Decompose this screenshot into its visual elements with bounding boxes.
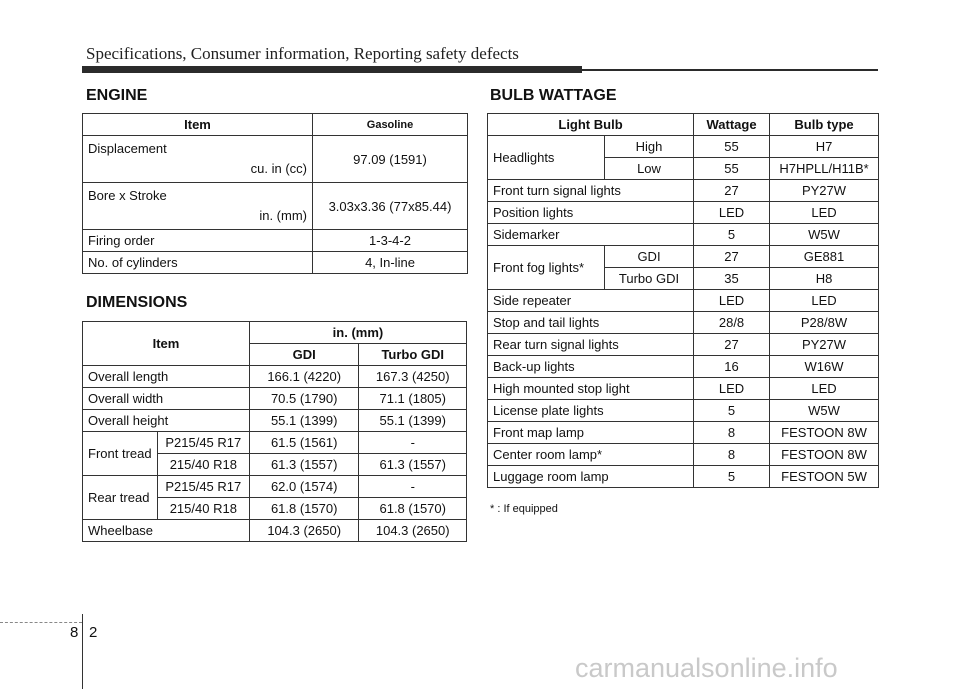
footer-dashed-rule [0, 622, 82, 623]
row-value: 1-3-4-2 [313, 230, 468, 252]
row-label: Bore x Stroke [88, 188, 167, 203]
bulb-type-value: FESTOON 8W [770, 444, 879, 466]
wattage-value: 27 [694, 246, 770, 268]
table-row [488, 334, 879, 356]
column-header-gdi: GDI [249, 344, 359, 366]
row-label: Front map lamp [488, 422, 694, 444]
bulb-section-title: BULB WATTAGE [490, 87, 617, 104]
row-label: Back-up lights [488, 356, 694, 378]
wattage-value: 35 [694, 268, 770, 290]
bulb-type-value: FESTOON 8W [770, 422, 879, 444]
wattage-value: 8 [694, 444, 770, 466]
page-number-chapter: 8 [70, 624, 79, 641]
dimensions-section-title: DIMENSIONS [86, 294, 188, 311]
bulb-type-value: H7HPLL/H11B* [770, 158, 879, 180]
row-value: 4, In-line [313, 252, 468, 274]
wattage-value: LED [694, 202, 770, 224]
table-row [83, 520, 467, 542]
bulb-type-value: H7 [770, 136, 879, 158]
table-row [83, 252, 468, 274]
turbo-value: 61.3 (1557) [359, 454, 467, 476]
column-header-light-bulb: Light Bulb [488, 114, 694, 136]
footnote: * : If equipped [490, 503, 558, 515]
wattage-value: 5 [694, 400, 770, 422]
wattage-value: LED [694, 290, 770, 312]
bulb-type-value: LED [770, 202, 879, 224]
table-row [488, 136, 879, 158]
row-label: Overall height [83, 410, 250, 432]
table-row [83, 366, 467, 388]
tire-size: P215/45 R17 [157, 432, 249, 454]
turbo-value: 71.1 (1805) [359, 388, 467, 410]
bulb-table [487, 113, 879, 488]
row-label: Firing order [83, 230, 313, 252]
gdi-value: 104.3 (2650) [249, 520, 359, 542]
column-header-turbo-gdi: Turbo GDI [359, 344, 467, 366]
sub-label: Low [605, 158, 694, 180]
page-number-page: 2 [89, 624, 98, 641]
bulb-type-value: W5W [770, 400, 879, 422]
column-header-bulb-type: Bulb type [770, 114, 879, 136]
sub-label: High [605, 136, 694, 158]
column-header-wattage: Wattage [694, 114, 770, 136]
table-row [488, 312, 879, 334]
engine-table [82, 113, 468, 274]
bulb-type-value: W16W [770, 356, 879, 378]
gdi-value: 70.5 (1790) [249, 388, 359, 410]
table-row [488, 356, 879, 378]
row-label: Rear tread [83, 476, 158, 520]
row-label: Wheelbase [83, 520, 250, 542]
table-row [83, 230, 468, 252]
row-label: High mounted stop light [488, 378, 694, 400]
turbo-value: 104.3 (2650) [359, 520, 467, 542]
bulb-type-value: PY27W [770, 334, 879, 356]
table-header-row [83, 322, 467, 344]
table-row [488, 444, 879, 466]
table-row [488, 224, 879, 246]
table-row [488, 400, 879, 422]
gdi-value: 166.1 (4220) [249, 366, 359, 388]
column-header-item: Item [83, 322, 250, 366]
gdi-value: 61.5 (1561) [249, 432, 359, 454]
gdi-value: 61.8 (1570) [249, 498, 359, 520]
bulb-type-value: PY27W [770, 180, 879, 202]
wattage-value: 55 [694, 136, 770, 158]
gdi-value: 62.0 (1574) [249, 476, 359, 498]
table-header-row [488, 114, 879, 136]
wattage-value: 8 [694, 422, 770, 444]
row-label: Sidemarker [488, 224, 694, 246]
tire-size: 215/40 R18 [157, 498, 249, 520]
engine-section-title: ENGINE [86, 87, 148, 104]
row-label: Overall length [83, 366, 250, 388]
row-label: Side repeater [488, 290, 694, 312]
tire-size: P215/45 R17 [157, 476, 249, 498]
row-unit: cu. in (cc) [250, 161, 307, 176]
sub-label: Turbo GDI [605, 268, 694, 290]
page-header-title: Specifications, Consumer information, Reporting safety defects [86, 44, 519, 63]
footer-divider [82, 614, 83, 689]
wattage-value: 27 [694, 334, 770, 356]
table-row [83, 388, 467, 410]
row-label: Rear turn signal lights [488, 334, 694, 356]
turbo-value: 55.1 (1399) [359, 410, 467, 432]
turbo-value: 61.8 (1570) [359, 498, 467, 520]
dimensions-table [82, 321, 467, 542]
row-value: 97.09 (1591) [313, 136, 468, 183]
row-label: Position lights [488, 202, 694, 224]
row-cell-item [83, 136, 313, 183]
row-label: Stop and tail lights [488, 312, 694, 334]
wattage-value: 28/8 [694, 312, 770, 334]
bulb-type-value: LED [770, 290, 879, 312]
table-row [488, 466, 879, 488]
wattage-value: LED [694, 378, 770, 400]
row-label: Front fog lights* [488, 246, 605, 290]
bulb-type-value: H8 [770, 268, 879, 290]
row-cell-item [83, 183, 313, 230]
gdi-value: 61.3 (1557) [249, 454, 359, 476]
watermark-text: carmanualsonline.info [575, 653, 838, 683]
row-label: Front tread [83, 432, 158, 476]
row-label: Luggage room lamp [488, 466, 694, 488]
turbo-value: - [359, 476, 467, 498]
bulb-type-value: W5W [770, 224, 879, 246]
row-label: Overall width [83, 388, 250, 410]
wattage-value: 5 [694, 224, 770, 246]
bulb-type-value: FESTOON 5W [770, 466, 879, 488]
bulb-type-value: LED [770, 378, 879, 400]
table-header-row [83, 114, 468, 136]
table-row [83, 136, 468, 183]
bulb-type-value: GE881 [770, 246, 879, 268]
turbo-value: - [359, 432, 467, 454]
wattage-value: 55 [694, 158, 770, 180]
column-header-unit: in. (mm) [249, 322, 466, 344]
column-header-gasoline: Gasoline [313, 114, 468, 136]
tire-size: 215/40 R18 [157, 454, 249, 476]
table-row [83, 183, 468, 230]
wattage-value: 27 [694, 180, 770, 202]
row-unit: in. (mm) [259, 208, 307, 223]
row-label: Center room lamp* [488, 444, 694, 466]
gdi-value: 55.1 (1399) [249, 410, 359, 432]
sub-label: GDI [605, 246, 694, 268]
row-label: Displacement [88, 141, 167, 156]
turbo-value: 167.3 (4250) [359, 366, 467, 388]
table-row [488, 246, 879, 268]
row-label: License plate lights [488, 400, 694, 422]
table-row [488, 378, 879, 400]
table-row [488, 202, 879, 224]
table-row [83, 432, 467, 454]
table-row [83, 410, 467, 432]
wattage-value: 5 [694, 466, 770, 488]
header-bar [82, 66, 582, 73]
bulb-type-value: P28/8W [770, 312, 879, 334]
table-row [83, 476, 467, 498]
table-row [488, 180, 879, 202]
row-value: 3.03x3.36 (77x85.44) [313, 183, 468, 230]
column-header-item: Item [83, 114, 313, 136]
row-label: No. of cylinders [83, 252, 313, 274]
row-label: Headlights [488, 136, 605, 180]
table-row [488, 290, 879, 312]
row-label: Front turn signal lights [488, 180, 694, 202]
table-row [488, 422, 879, 444]
wattage-value: 16 [694, 356, 770, 378]
